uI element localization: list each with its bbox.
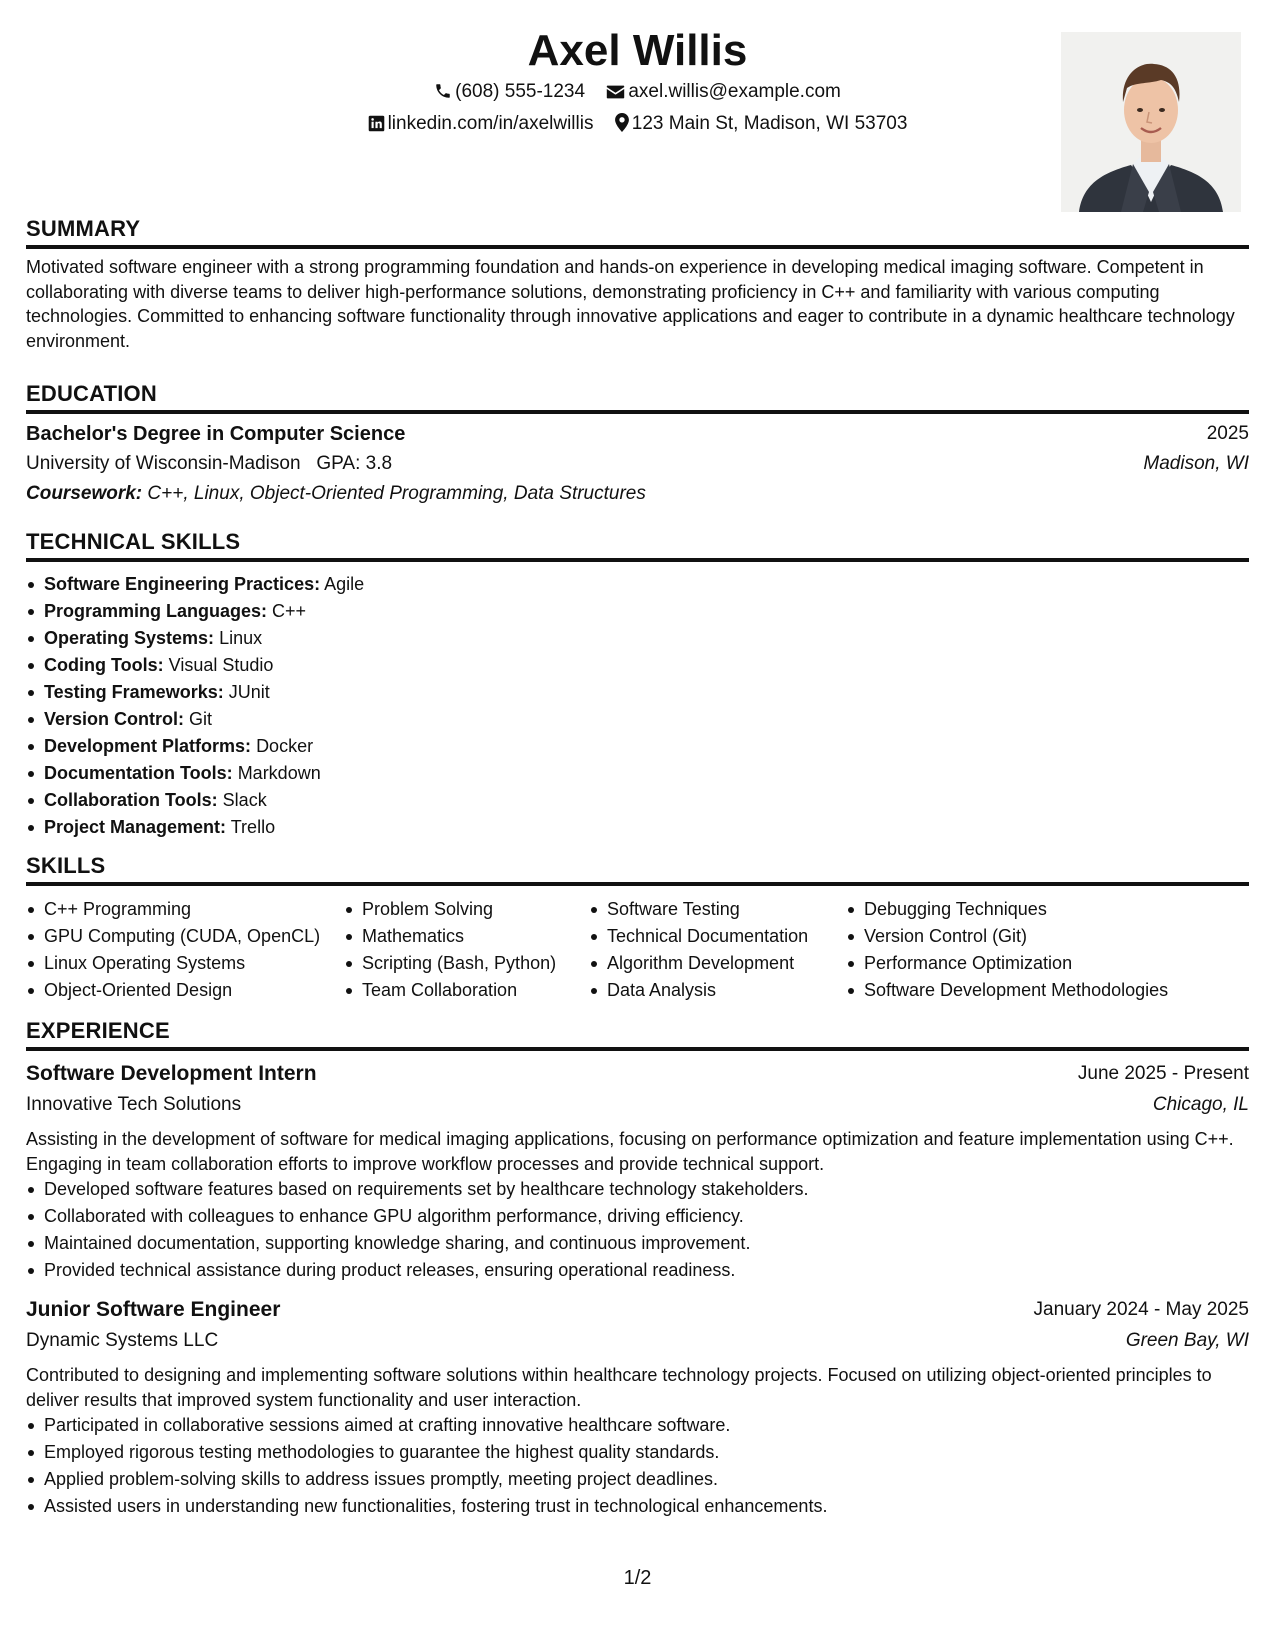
list-item: Coding Tools: Visual Studio [26, 652, 1249, 679]
profile-photo [1061, 32, 1241, 212]
job-1-bullets [26, 1176, 1249, 1284]
job-1-description: Assisting in the development of software for medical imaging applications, focusing on performance optimization and feature implementation using C++. Engaging in team collaboration efforts to improve workflow processes and provide technical support. [26, 1129, 1234, 1174]
job-title: Junior Software Engineer [26, 1298, 281, 1321]
phone-text[interactable]: (608) 555-1234 [455, 81, 586, 102]
resume-page [26, 0, 1249, 1650]
page-number: 1/2 [623, 1567, 652, 1589]
list-item: Developed software features based on requirements set by healthcare technology stakeholders. [26, 1176, 1249, 1203]
summary-heading: SUMMARY [26, 215, 1249, 249]
linkedin-text[interactable]: linkedin.com/in/axelwillis [387, 113, 594, 134]
technical-skills-heading: TECHNICAL SKILLS [26, 528, 1249, 562]
coursework-list: C++, Linux, Object-Oriented Programming, Data Structures [147, 483, 646, 504]
list-item: Performance Optimization [846, 950, 1168, 977]
school-location: Madison, WI [1143, 453, 1249, 474]
job-2-description: Contributed to designing and implementing software solutions within healthcare technology projects. Focused on utilizing object-oriented principles to deliver results that improved system functionality and user interaction. [26, 1365, 1212, 1410]
coursework-label: Coursework: [26, 483, 143, 504]
skills-heading: SKILLS [26, 852, 1249, 886]
graduation-year: 2025 [1206, 423, 1249, 444]
list-item: Testing Frameworks: JUnit [26, 679, 1249, 706]
list-item: Operating Systems: Linux [26, 625, 1249, 652]
school-line [26, 451, 392, 477]
education-heading: EDUCATION [26, 380, 1249, 414]
envelope-icon [606, 83, 625, 107]
email-text[interactable]: axel.willis@example.com [628, 81, 841, 102]
school-name: University of Wisconsin-Madison [26, 453, 301, 474]
list-item: Technical Documentation [589, 923, 808, 950]
list-item: Software Engineering Practices: Agile [26, 571, 1249, 598]
experience-heading: EXPERIENCE [26, 1017, 1249, 1051]
list-item: Mathematics [344, 923, 556, 950]
linkedin-icon [368, 115, 385, 139]
job-location: Green Bay, WI [1125, 1330, 1249, 1351]
email-contact [606, 80, 841, 107]
list-item: Employed rigorous testing methodologies to guarantee the highest quality standards. [26, 1439, 1249, 1466]
list-item: Team Collaboration [344, 977, 556, 1004]
skills-column-1 [26, 896, 320, 1004]
list-item: Project Management: Trello [26, 814, 1249, 841]
list-item: Programming Languages: C++ [26, 598, 1249, 625]
job-company: Innovative Tech Solutions [26, 1094, 242, 1115]
list-item: Version Control (Git) [846, 923, 1168, 950]
address-contact [615, 112, 908, 139]
list-item: Provided technical assistance during product releases, ensuring operational readiness. [26, 1257, 1249, 1284]
list-item: Assisted users in understanding new functionalities, fostering trust in technological enhancements. [26, 1493, 1249, 1520]
degree-title: Bachelor's Degree in Computer Science [26, 423, 406, 445]
list-item: Problem Solving [344, 896, 556, 923]
job-company: Dynamic Systems LLC [26, 1330, 219, 1351]
list-item: Documentation Tools: Markdown [26, 760, 1249, 787]
candidate-name: Axel Willis [527, 26, 748, 75]
skills-column-2 [344, 896, 556, 1004]
list-item: Maintained documentation, supporting knowledge sharing, and continuous improvement. [26, 1230, 1249, 1257]
linkedin-contact [368, 112, 594, 139]
list-item: Scripting (Bash, Python) [344, 950, 556, 977]
list-item: Development Platforms: Docker [26, 733, 1249, 760]
job-location: Chicago, IL [1152, 1094, 1249, 1115]
map-pin-icon [615, 113, 629, 139]
list-item: Collaborated with colleagues to enhance GPU algorithm performance, driving efficiency. [26, 1203, 1249, 1230]
list-item: GPU Computing (CUDA, OpenCL) [26, 923, 320, 950]
phone-contact [434, 80, 585, 107]
list-item: Software Testing [589, 896, 808, 923]
list-item: Participated in collaborative sessions aimed at crafting innovative healthcare software. [26, 1412, 1249, 1439]
list-item: Version Control: Git [26, 706, 1249, 733]
job-dates: January 2024 - May 2025 [1033, 1299, 1249, 1320]
skills-column-3 [589, 896, 808, 1004]
phone-icon [434, 82, 452, 107]
list-item: Collaboration Tools: Slack [26, 787, 1249, 814]
resume-header [26, 18, 1249, 218]
job-title: Software Development Intern [26, 1062, 317, 1085]
list-item: Linux Operating Systems [26, 950, 320, 977]
list-item: C++ Programming [26, 896, 320, 923]
skills-column-4 [846, 896, 1168, 1004]
list-item: Software Development Methodologies [846, 977, 1168, 1004]
list-item: Data Analysis [589, 977, 808, 1004]
coursework-line [26, 481, 646, 507]
list-item: Algorithm Development [589, 950, 808, 977]
technical-skills-list [26, 571, 1249, 841]
job-2-bullets [26, 1412, 1249, 1520]
list-item: Object-Oriented Design [26, 977, 320, 1004]
summary-text: Motivated software engineer with a strong programming foundation and hands-on experience in developing medical imaging software. Competent in collaborating with diverse teams to deliver high-performance solutions, demonstrating proficiency in C++ and familiarity with various computing technologies. Committed to enhancing software functionality through innovative applications and eager to contribute in a dynamic healthcare technology environment. [26, 257, 1235, 351]
job-dates: June 2025 - Present [1077, 1063, 1249, 1084]
list-item: Applied problem-solving skills to address issues promptly, meeting project deadlines. [26, 1466, 1249, 1493]
gpa: GPA: 3.8 [316, 453, 393, 474]
list-item: Debugging Techniques [846, 896, 1168, 923]
address-text: 123 Main St, Madison, WI 53703 [631, 113, 908, 134]
